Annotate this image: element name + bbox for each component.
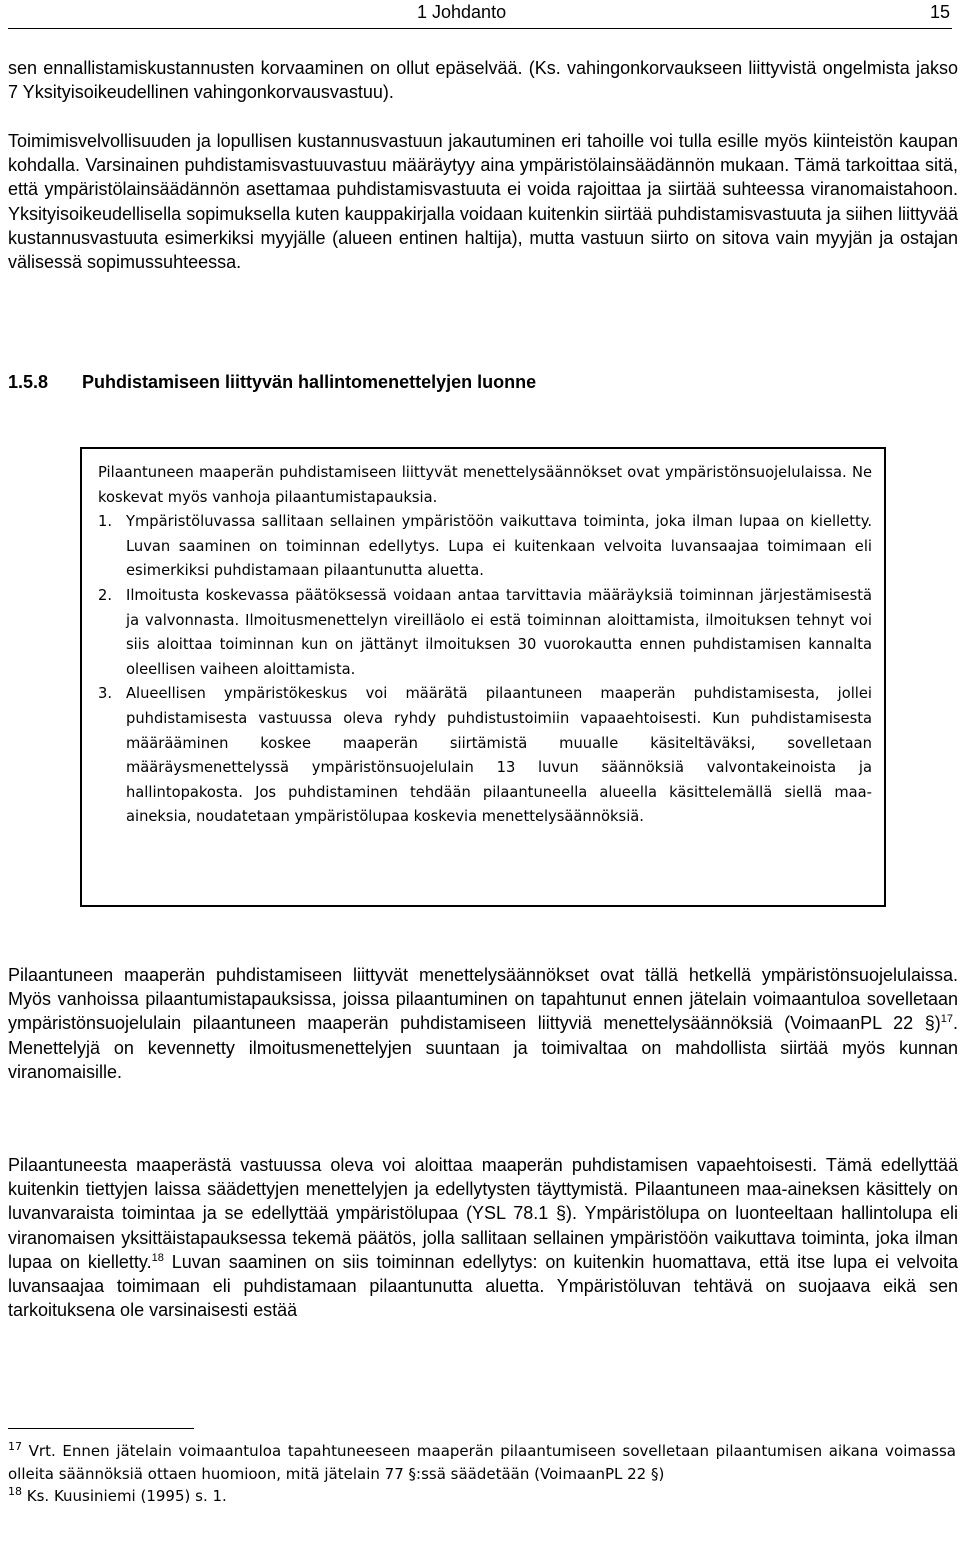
footnote-ref-18[interactable]: 18: [151, 1251, 164, 1264]
summary-item-number: 2.: [98, 586, 113, 604]
chapter-title: 1 Johdanto: [417, 2, 507, 22]
footnotes: [8, 1440, 956, 1508]
section-title: Puhdistamiseen liittyvän hallintomenettelyjen luonne: [82, 372, 537, 392]
summary-item: [98, 584, 872, 682]
summary-box: [80, 447, 886, 907]
footnote: [8, 1485, 956, 1508]
page-header: [8, 0, 952, 29]
page-number: 15: [929, 2, 950, 22]
summary-item-number: 1.: [98, 513, 113, 531]
summary-item-number: 3.: [98, 685, 113, 703]
paragraph-3: [8, 963, 958, 1084]
section-heading: [8, 372, 536, 393]
footnote: [8, 1440, 956, 1485]
footnote-number: 17: [8, 1440, 22, 1453]
footnote-ref-17[interactable]: 17: [940, 1013, 953, 1026]
paragraph-4: [8, 1153, 958, 1322]
footnote-text: Vrt. Ennen jätelain voimaantuloa tapahtuneeseen maaperän pilaantumiseen sovelletaan pilaantumisen aikana voimassa olleita säännöksiä ottaen huomioon, mitä jätelain 77 §:ssä säädetään (VoimaanPL 22 §): [8, 1442, 956, 1483]
paragraph-2: Toimimisvelvollisuuden ja lopullisen kustannusvastuun jakautuminen eri tahoille voi tulla esille myös kiinteistön kaupan kohdalla. Varsinainen puhdistamisvastuuvastuu määräytyy aina ympäristölainsäädännön mukaan. Tämä tarkoittaa sitä, että ympäristölainsäädännön asettamaa puhdistamisvastuuta ei voida rajoittaa ja siirtää suhteessa viranomaistahoon. Yksityisoikeudellisella sopimuksella kuten kauppakirjalla voidaan kuitenkin siirtää puhdistamisvastuuta ja siihen liittyvää kustannusvastuuta esimerkiksi myyjälle (alueen entinen haltija), mutta vastuun siirto on sitova vain myyjän ja ostajan välisessä sopimussuhteessa.: [8, 131, 958, 273]
paragraph-3-text-b: . Menettelyjä on kevennetty ilmoitusmenettelyjen suuntaan ja toimivaltaa on mahdollista siirtää myös kunnan viranomaisille.: [8, 1013, 958, 1082]
summary-box-content: [98, 461, 872, 830]
footnote-number: 18: [8, 1485, 22, 1499]
paragraph-4-text-a: Pilaantuneesta maaperästä vastuussa oleva voi aloittaa maaperän puhdistamisen vapaehtoisesti. Tämä edellyttää kuitenkin tiettyjen laissa säädettyjen menettelyjen ja edellytysten täyttymistä. Pilaantuneen maa-aineksen käsittely on luvanvaraista toimintaa ja se edellyttää ympäristölupaa (YSL 78.1 §). Ympäristölupa on luonteeltaan hallintolupa eli viranomaisen yksittäistapauksessa tekemä päätös, jolla sallitaan sellainen ympäristöön vaikuttava toiminta, joka ilman lupaa on kielletty.: [8, 1155, 958, 1272]
paragraph-4-text-b: Luvan saaminen on siis toiminnan edellytys: on kuitenkin huomattava, että itse lupa ei velvoita luvansaajaa toimimaan eli puhdistamaan pilaantunutta aluetta. Ympäristöluvan tehtävä on suojaava eikä sen tarkoituksena ole varsinaisesti estää: [8, 1251, 958, 1321]
summary-item: [98, 682, 872, 830]
paragraph-3-text-a: Pilaantuneen maaperän puhdistamiseen liittyvät menettelysäännökset ovat tällä hetkellä ympäristönsuojelulaissa. Myös vanhoissa pilaantumistapauksissa, joissa pilaantuminen on tapahtunut ennen jätelain voimaantuloa sovelletaan ympäristönsuojelulain pilaantuneen maaperän puhdistamiseen liittyviä menettelysäännöksiä (VoimaanPL 22 §): [8, 965, 958, 1034]
footnote-text: Ks. Kuusiniemi (1995) s. 1.: [22, 1487, 227, 1506]
summary-item-text: Ilmoitusta koskevassa päätöksessä voidaan antaa tarvittavia määräyksiä toiminnan järjestämisestä ja valvonnasta. Ilmoitusmenettelyn vireilläolo ei estä toiminnan aloittamista, ilmoituksen tehnyt voi siis aloittaa toiminnan kun on jättänyt ilmoituksen 30 vuorokautta ennen puhdistamisen kannalta oleellisen vaiheen aloittamista.: [126, 586, 872, 678]
section-number: 1.5.8: [8, 372, 49, 392]
summary-item-text: Alueellisen ympäristökeskus voi määrätä pilaantuneen maaperän puhdistamisesta, jollei puhdistamisesta vastuussa oleva ryhdy puhdistustoimiin vapaaehtoisesti. Kun puhdistamisesta määrääminen koskee maaperän siirtämistä muualle käsiteltäväksi, sovelletaan määräysmenettelyssä ympäristönsuojelulain 13 luvun säännöksiä valvontakeinoista ja hallintopakosta. Jos puhdistaminen tehdään pilaantuneella alueella käsittelemällä siellä maa-aineksia, noudatetaan ympäristölupaa koskevia menettelysäännöksiä.: [126, 685, 872, 826]
summary-item: [98, 510, 872, 584]
summary-intro: Pilaantuneen maaperän puhdistamiseen liittyvät menettelysäännökset ovat ympäristönsuojelulaissa. Ne koskevat myös vanhoja pilaantumistapauksia.: [98, 464, 872, 506]
paragraph-1: sen ennallistamiskustannusten korvaaminen on ollut epäselvää. (Ks. vahingonkorvaukseen liittyvistä ongelmista jakso 7 Yksityisoikeudellinen vahingonkorvausvastuu).: [8, 58, 958, 103]
footnote-divider: [8, 1428, 194, 1429]
summary-item-text: Ympäristöluvassa sallitaan sellainen ympäristöön vaikuttava toiminta, joka ilman lupaa on kielletty. Luvan saaminen on toiminnan edellytys. Lupa ei kuitenkaan velvoita luvansaajaa toimimaan eli esimerkiksi puhdistamaan pilaantunutta aluetta.: [126, 513, 872, 580]
